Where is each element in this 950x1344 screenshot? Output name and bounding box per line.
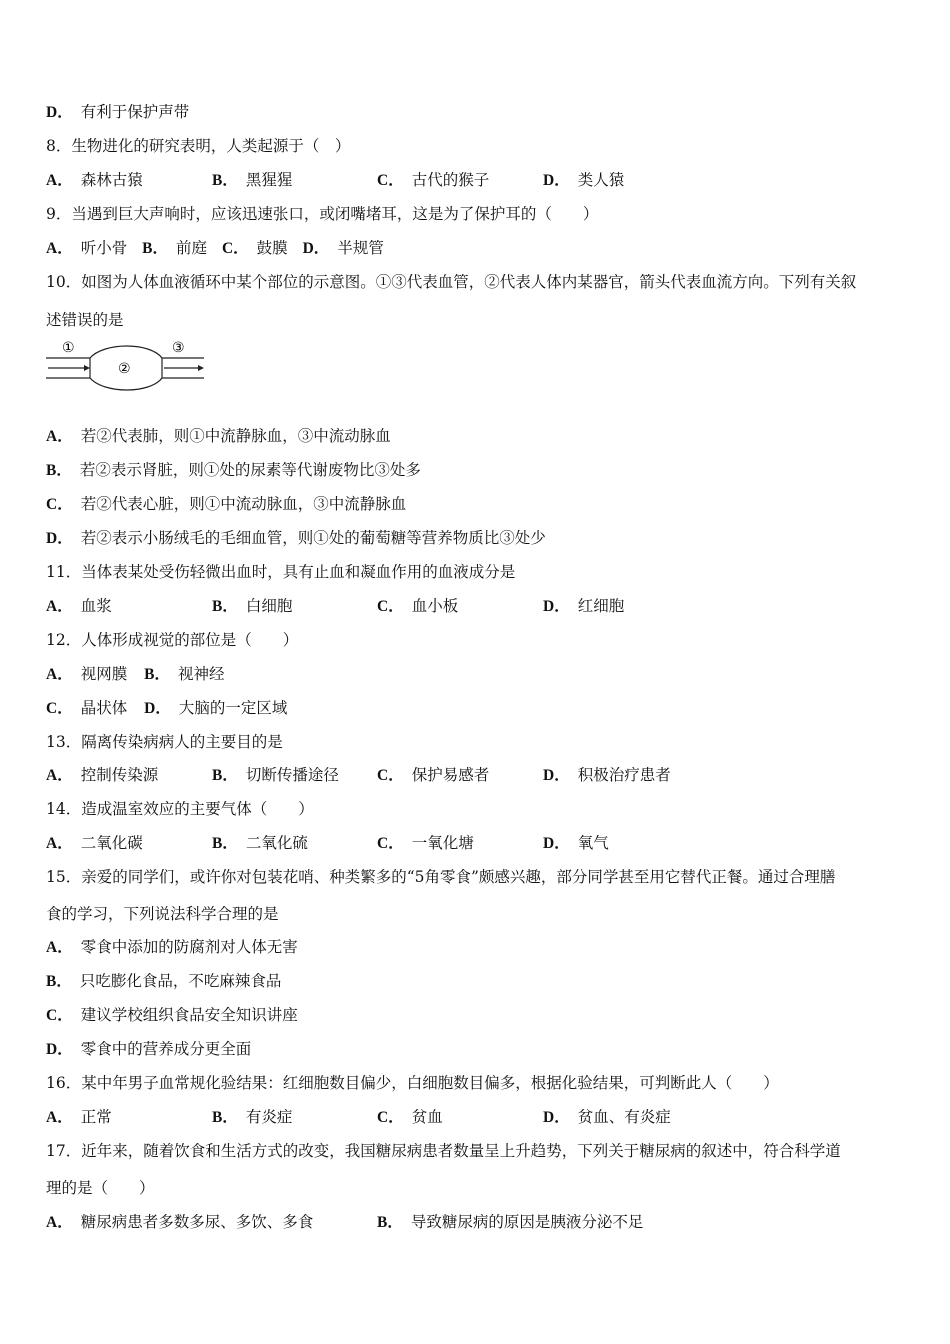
q10-option-a: A． 若②代表肺，则①中流静脉血，③中流动脉血	[46, 427, 391, 445]
q16-option-d: D． 贫血、有炎症	[543, 1108, 671, 1126]
label-organ-2: ②	[118, 361, 131, 377]
q16-stem: 16．某中年男子血常规化验结果：红细胞数目偏少，白细胞数目偏多，根据化验结果，可判断此人（ ）	[46, 1074, 779, 1092]
q17-option-a: A． 糖尿病患者多数多尿、多饮、多食	[46, 1213, 314, 1231]
q9-stem: 9．当遇到巨大声响时，应该迅速张口，或闭嘴堵耳，这是为了保护耳的（ ）	[46, 205, 599, 223]
q12-options-row2: C． 晶状体 D． 大脑的一定区域	[46, 699, 288, 717]
q8-option-c: C． 古代的猴子	[377, 171, 490, 189]
right-arrow-head	[198, 365, 204, 371]
q9-options: A． 听小骨 B． 前庭 C． 鼓膜 D． 半规管	[46, 239, 384, 257]
q10-option-b: B． 若②表示肾脏，则①处的尿素等代谢废物比③处多	[46, 461, 421, 479]
q15-stem-line1: 15．亲爱的同学们，或许你对包装花哨、种类繁多的“5角零食”颇感兴趣，部分同学甚至用它替代正餐。通过合理膳	[46, 868, 836, 886]
left-arrow-head	[84, 365, 90, 371]
q16-option-c: C． 贫血	[377, 1108, 443, 1126]
q14-option-c: C． 一氧化塘	[377, 834, 474, 852]
q8-option-a: A． 森林古猿	[46, 171, 143, 189]
q10-stem-line1: 10．如图为人体血液循环中某个部位的示意图。①③代表血管，②代表人体内某器官，箭头代表血流方向。下列有关叙	[46, 273, 857, 291]
q17-option-b: B． 导致糖尿病的原因是胰液分泌不足	[377, 1213, 644, 1231]
q11-option-d: D． 红细胞	[543, 597, 625, 615]
q15-option-d: D． 零食中的营养成分更全面	[46, 1040, 252, 1058]
q13-option-b: B． 切断传播途径	[212, 766, 339, 784]
q17-stem-line2: 理的是（ ）	[46, 1179, 155, 1197]
q11-stem: 11．当体表某处受伤轻微出血时，具有止血和凝血作用的血液成分是	[46, 563, 516, 581]
q13-option-c: C． 保护易感者	[377, 766, 490, 784]
q7-option-d: D． 有利于保护声带	[46, 103, 190, 121]
label-vessel-1: ①	[62, 340, 75, 356]
q15-stem-line2: 食的学习，下列说法科学合理的是	[46, 905, 279, 923]
q10-option-d: D． 若②表示小肠绒毛的毛细血管，则①处的葡萄糖等营养物质比③处少	[46, 529, 546, 547]
label-vessel-3: ③	[172, 340, 185, 356]
q15-option-c: C． 建议学校组织食品安全知识讲座	[46, 1006, 298, 1024]
q11-option-c: C． 血小板	[377, 597, 459, 615]
q8-option-b: B． 黑猩猩	[212, 171, 293, 189]
q15-option-b: B． 只吃膨化食品，不吃麻辣食品	[46, 972, 282, 990]
q11-option-b: B． 白细胞	[212, 597, 293, 615]
q13-option-d: D． 积极治疗患者	[543, 766, 671, 784]
q10-stem-line2: 述错误的是	[46, 311, 124, 329]
q8-option-d: D． 类人猿	[543, 171, 625, 189]
q13-stem: 13．隔离传染病病人的主要目的是	[46, 733, 283, 751]
q11-option-a: A． 血浆	[46, 597, 112, 615]
q10-option-c: C． 若②代表心脏，则①中流动脉血，③中流静脉血	[46, 495, 407, 513]
q13-option-a: A． 控制传染源	[46, 766, 159, 784]
q17-stem-line1: 17．近年来，随着饮食和生活方式的改变，我国糖尿病患者数量呈上升趋势，下列关于糖尿病的叙述中，符合科学道	[46, 1142, 841, 1160]
q14-option-b: B． 二氧化硫	[212, 834, 308, 852]
q8-stem: 8．生物进化的研究表明，人类起源于（ ）	[46, 137, 351, 155]
q16-option-b: B． 有炎症	[212, 1108, 293, 1126]
blood-circulation-diagram	[44, 336, 208, 400]
q16-option-a: A． 正常	[46, 1108, 112, 1126]
q14-option-d: D． 氧气	[543, 834, 609, 852]
q12-stem: 12．人体形成视觉的部位是（ ）	[46, 631, 299, 649]
q15-option-a: A． 零食中添加的防腐剂对人体无害	[46, 938, 298, 956]
q12-options-row1: A． 视网膜 B． 视神经	[46, 665, 225, 683]
q14-stem: 14．造成温室效应的主要气体（ ）	[46, 800, 314, 818]
q14-option-a: A． 二氧化碳	[46, 834, 143, 852]
